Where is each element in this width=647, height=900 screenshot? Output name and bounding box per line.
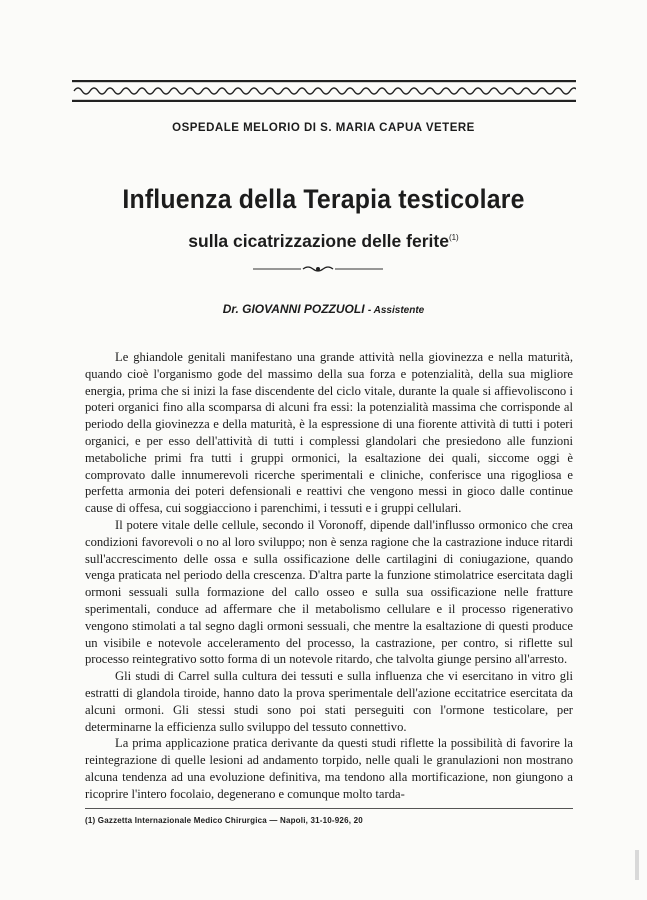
author-name: Dr. GIOVANNI POZZUOLI	[222, 302, 365, 316]
scan-edge-mark	[635, 850, 639, 880]
footnote-separator	[85, 808, 573, 809]
author-role: - Assistente	[367, 305, 425, 316]
subtitle-text: sulla cicatrizzazione delle ferite	[188, 231, 449, 251]
decorative-border-ornament	[72, 80, 576, 102]
body-paragraph: Gli studi di Carrel sulla cultura dei tessuti e sulla influenza che vi esercitano in vitro gli estratti di glandola tiroide, hanno dato la prova sperimentale dell'azione eccitatrice esercitata da alcuni ormoni. Gli stessi studi sono poi stati perseguiti con l'ormone testicolare, per determinarne la efficienza sullo sviluppo del tessuto connettivo.	[85, 669, 573, 734]
institution-heading: OSPEDALE MELORIO DI S. MARIA CAPUA VETERE	[172, 122, 475, 134]
article-body	[85, 349, 573, 803]
footnote-marker: (1)	[448, 233, 459, 242]
body-paragraph: La prima applicazione pratica derivante da questi studi riflette la possibilità di favorire la reintegrazione di quelle lesioni ad andamento torpido, nelle quali le granulazioni non mostrano alcuna tendenza ad una evoluzione definitiva, ma tendono alla mortificazione, non giungono a ricoprire l'intero focolaio, degenerano e comunque molto tarda-	[85, 736, 573, 801]
body-paragraph: Le ghiandole genitali manifestano una grande attività nella giovinezza e nella maturità, quando cioè l'organismo gode del massimo della sua forza e potenzialità, della sua migliore energia, prima che si inizi la fase discendente del ciclo vitale, durante la quale si affievoliscono i poteri organici fino alla scomparsa di alcuni fra essi: la potenzialità massima che corrisponde al periodo della giovinezza e della maturità, è la espressione di una fiorente attività di tutti i poteri organici, e per esso dell'attività di tutti i complessi glandolari che presiedono alle funzioni metaboliche primi fra tutti i gruppi ormonici, la esaltazione dei quali, siccome oggi è comprovato dalle innumerevoli ricerche sperimentali e cliniche, conferisce una rigogliosa e perfetta armonia dei poteri defensionali e reattivi che vengono messi in gioco dalle continue cause di offesa, cui soggiacciono i parenchimi, i tessuti e i gruppi cellulari.	[85, 350, 573, 516]
author-line	[0, 302, 647, 316]
article-subtitle	[0, 231, 647, 252]
footnote-text: (1) Gazzetta Internazionale Medico Chirurgica — Napoli, 31-10-926, 20	[85, 816, 363, 825]
body-paragraph: Il potere vitale delle cellule, secondo il Voronoff, dipende dall'influsso ormonico che crea condizioni favorevoli o no al loro sviluppo; non è senza ragione che la castrazione induce ritardi sull'accrescimento delle ossa e sulla ossificazione delle cartilagini di coniugazione, quando venga praticata nel periodo della crescenza. D'altra parte la funzione stimolatrice esercitata dagli ormoni sessuali sulla formazione del callo osseo e sulla sua ossificazione nelle fratture sperimentali, conduce ad affermare che il metabolismo cellulare e il processo rigenerativo vengono stimolati a tal segno dagli ormoni sessuali, che mentre la esaltazione di questi produce un visibile e notevole acceleramento del processo, la castrazione, per contro, si riflette sul processo reintegrativo sotto forma di un notevole ritardo, che talvolta giunge persino all'arresto.	[85, 517, 573, 667]
ornamental-divider	[253, 264, 383, 274]
article-title: Influenza della Terapia testicolare	[122, 184, 525, 214]
